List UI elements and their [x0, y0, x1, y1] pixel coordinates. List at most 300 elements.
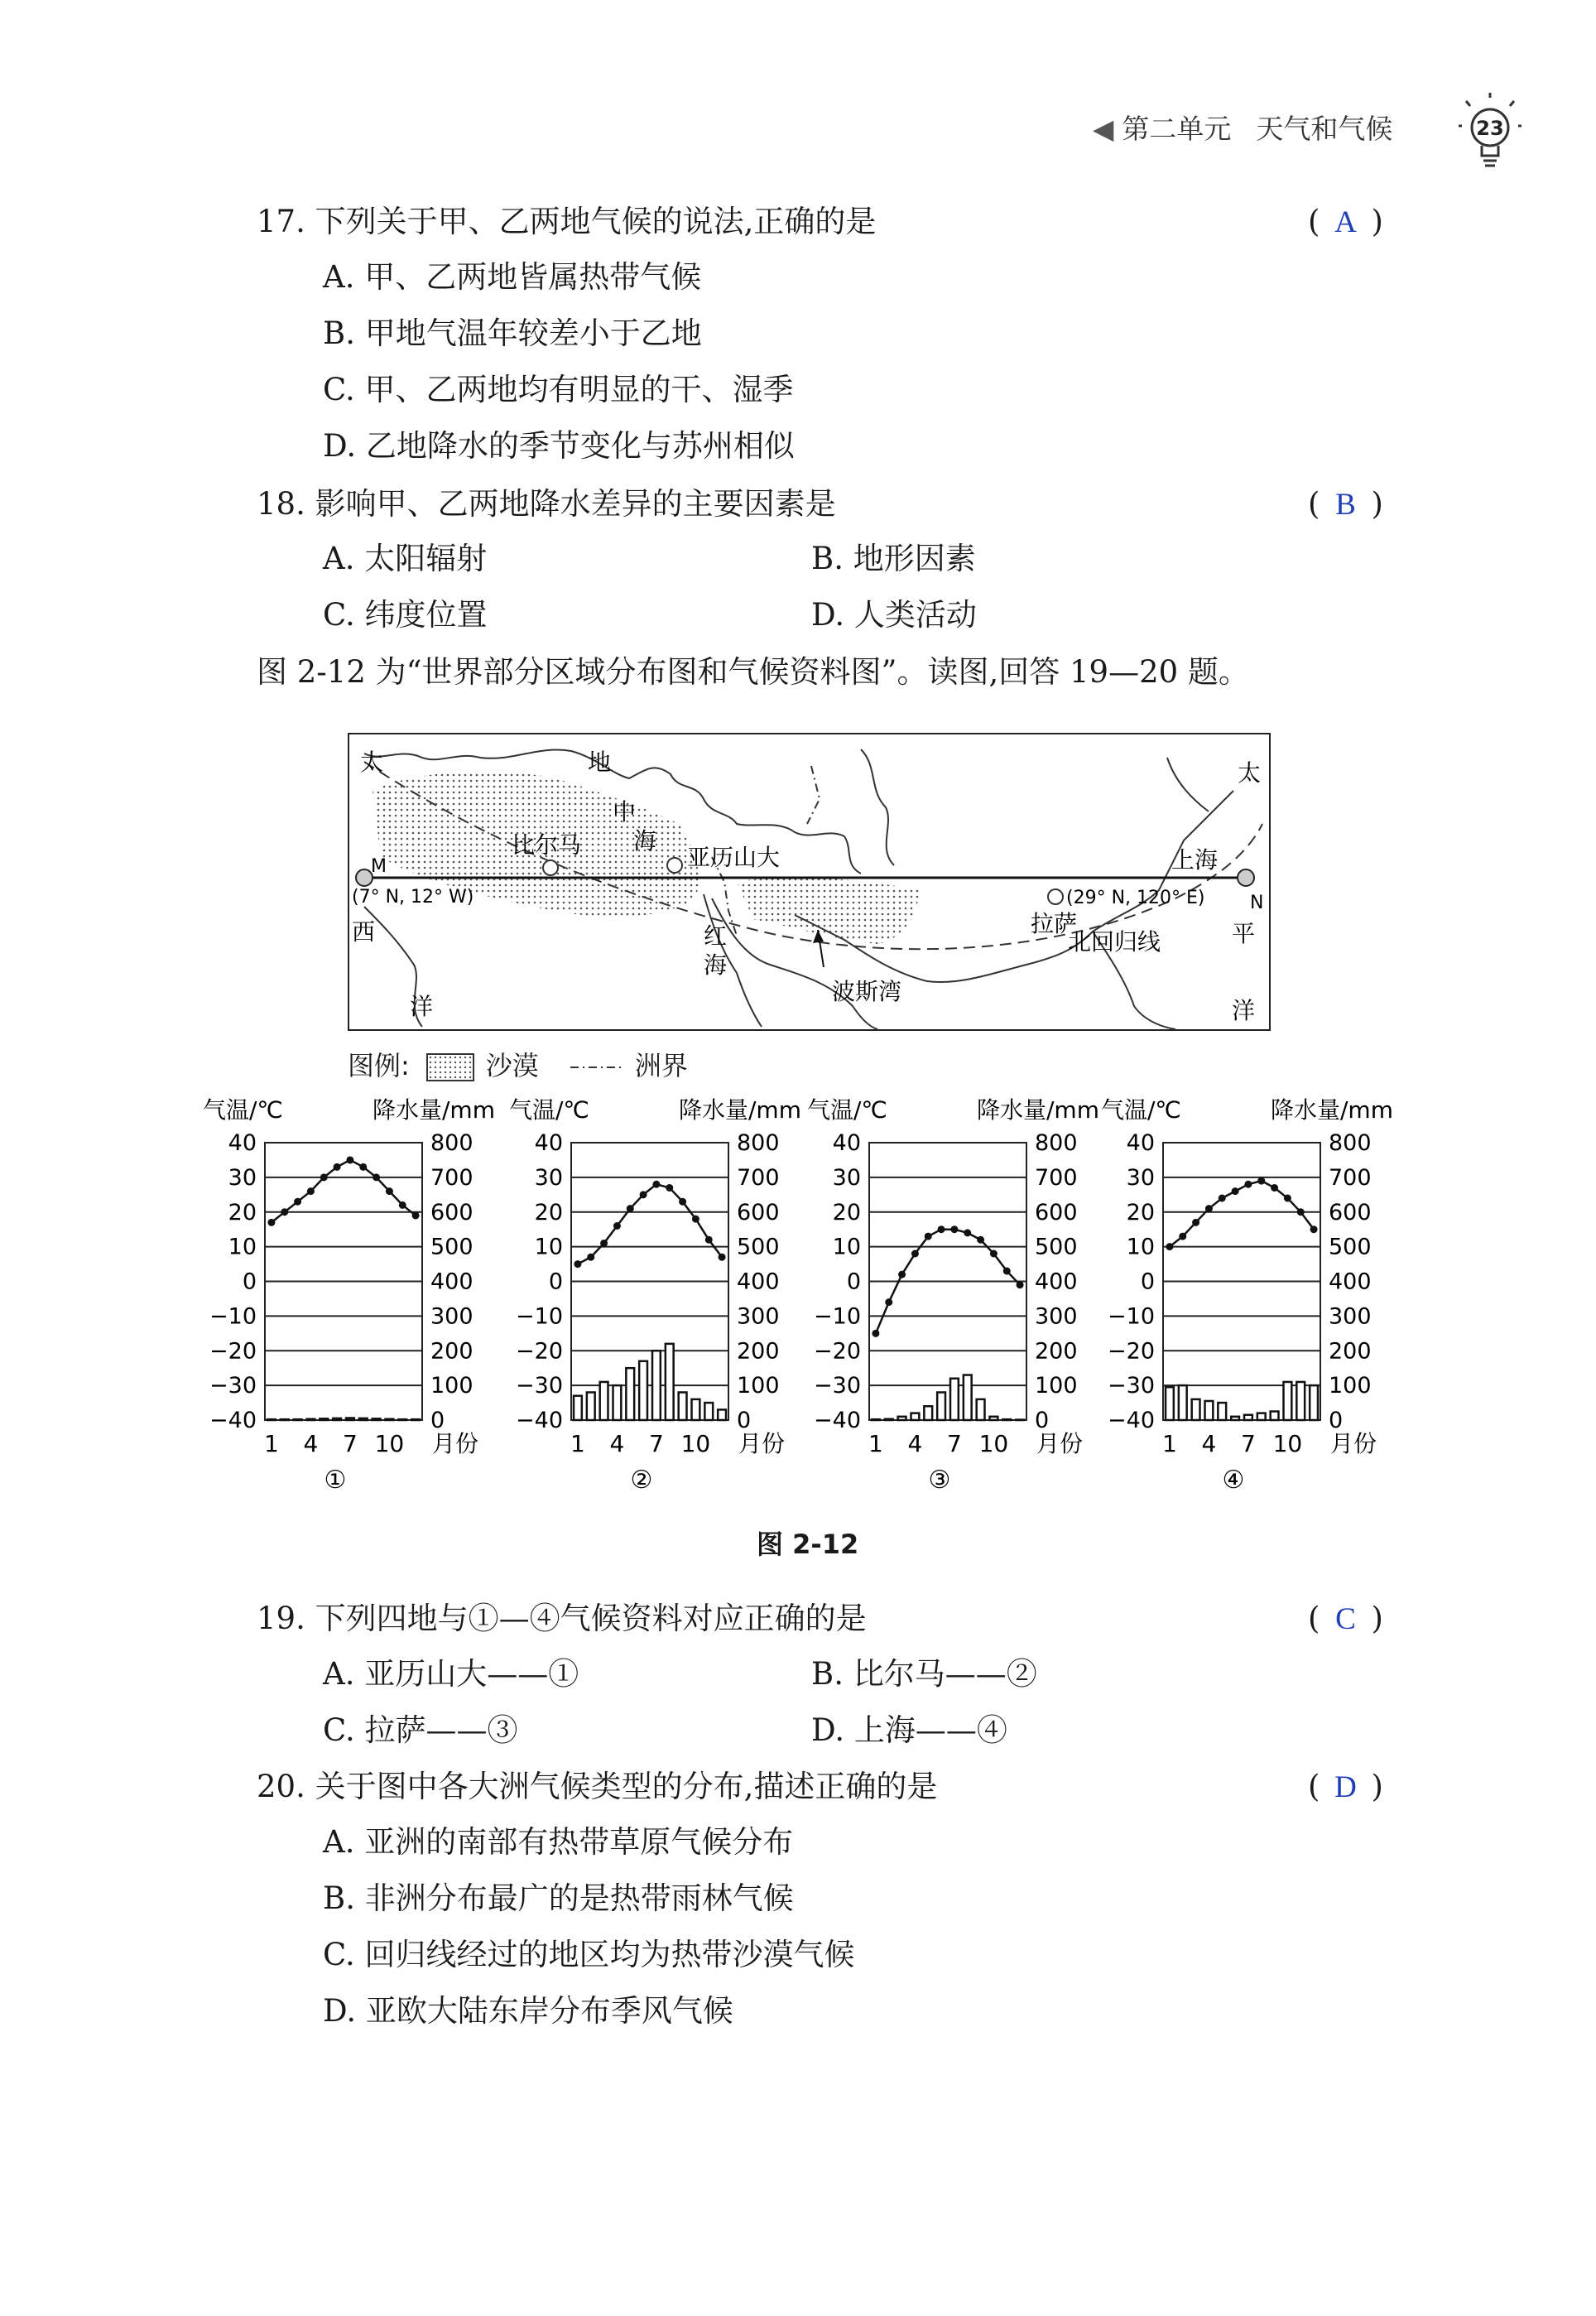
precip-tick-label: 600	[430, 1199, 474, 1225]
temperature-point	[1219, 1195, 1226, 1202]
month-tick-label: 10	[680, 1430, 711, 1457]
option-19-b	[811, 1654, 1037, 1695]
temp-tick-label: 0	[548, 1269, 563, 1295]
temp-tick-label: 20	[1126, 1199, 1155, 1225]
question-text: 下列关于甲、乙两地气候的说法,正确的是	[315, 204, 877, 239]
back-arrow-icon: ◀	[1093, 113, 1114, 145]
option-label: A.	[323, 541, 355, 576]
temp-tick-label: −30	[1108, 1373, 1155, 1399]
precip-tick-label: 700	[430, 1164, 474, 1191]
month-tick-label: 7	[1241, 1430, 1256, 1457]
precip-bar	[1257, 1413, 1266, 1420]
region-map	[348, 733, 1271, 1031]
figure-intro: 图 2-12 为“世界部分区域分布图和气候资料图”。读图,回答 19—20 题。	[257, 654, 1249, 690]
legend-desert: 沙漠	[485, 1050, 539, 1081]
option-label: D.	[811, 1712, 845, 1748]
desert-swatch	[426, 1053, 474, 1081]
precip-tick-label: 300	[1329, 1303, 1372, 1330]
label-tai-left: 太	[360, 749, 384, 776]
option-17-c	[323, 369, 794, 411]
lightbulb-icon	[1459, 93, 1521, 172]
label-alexandria: 亚历山大	[687, 844, 781, 871]
precip-bar	[1296, 1382, 1305, 1420]
temp-tick-label: −30	[516, 1373, 563, 1399]
option-text: 比尔马——②	[853, 1656, 1037, 1692]
temperature-point	[1310, 1225, 1318, 1233]
temperature-point	[574, 1260, 581, 1268]
temp-tick-label: −20	[516, 1338, 563, 1365]
temp-tick-label: −40	[516, 1408, 563, 1433]
temp-tick-label: −10	[1108, 1303, 1155, 1330]
precip-tick-label: 400	[1329, 1269, 1372, 1295]
label-m-coord: (7° N, 12° W)	[352, 887, 474, 908]
precip-tick-label: 600	[1329, 1199, 1372, 1225]
temp-tick-label: 10	[832, 1234, 861, 1260]
precip-bar	[898, 1417, 906, 1420]
temperature-point	[1257, 1177, 1265, 1185]
option-label: D.	[323, 428, 357, 464]
option-label: C.	[323, 597, 355, 633]
answer-letter: B	[1335, 488, 1356, 522]
answer-17: ( A )	[1308, 201, 1383, 243]
answer-letter: C	[1335, 1602, 1356, 1636]
precip-bar	[613, 1385, 622, 1420]
temperature-line	[272, 1160, 416, 1222]
alexandria-marker	[667, 858, 682, 873]
answer-19: ( C )	[1308, 1598, 1383, 1640]
option-18-c	[323, 595, 488, 636]
temperature-point	[679, 1198, 686, 1206]
precip-tick-label: 700	[1035, 1164, 1078, 1191]
label-tropic: 北回归线	[1068, 928, 1161, 956]
temperature-point	[359, 1163, 367, 1171]
option-text: 甲、乙两地皆属热带气候	[364, 259, 702, 295]
precip-tick-label: 300	[430, 1303, 474, 1330]
precip-tick-label: 100	[1035, 1373, 1078, 1399]
precip-bar	[1284, 1382, 1292, 1420]
temp-tick-label: 0	[242, 1269, 257, 1295]
precip-tick-label: 800	[430, 1130, 474, 1156]
option-20-a	[323, 1822, 793, 1863]
temp-tick-label: 20	[534, 1199, 563, 1225]
temperature-point	[627, 1205, 634, 1212]
question-17-stem	[257, 201, 876, 243]
temperature-point	[373, 1173, 380, 1181]
map-legend	[348, 1045, 688, 1083]
month-tick-label: 4	[907, 1430, 923, 1457]
precip-tick-label: 300	[737, 1303, 780, 1330]
option-text: 人类活动	[853, 597, 977, 633]
temperature-point	[334, 1163, 341, 1171]
precip-tick-label: 100	[737, 1373, 780, 1399]
precip-bar	[1002, 1419, 1011, 1420]
label-zhong: 中	[613, 798, 637, 826]
temperature-point	[1271, 1184, 1278, 1192]
temp-tick-label: −10	[516, 1303, 563, 1330]
month-tick-label: 7	[343, 1430, 358, 1457]
month-tick-label: 4	[609, 1430, 625, 1457]
precip-bar	[333, 1418, 341, 1420]
option-19-a	[323, 1654, 579, 1695]
legend-boundary: 洲界	[634, 1050, 688, 1081]
option-label: C.	[323, 372, 355, 407]
temp-tick-label: 20	[832, 1199, 861, 1225]
temperature-point	[705, 1236, 713, 1244]
temperature-point	[1205, 1205, 1213, 1212]
lhasa-marker	[1048, 889, 1063, 904]
temperature-point	[281, 1208, 288, 1216]
label-bierma: 比尔马	[512, 831, 582, 859]
precip-tick-label: 600	[1035, 1199, 1078, 1225]
chart-number: ③	[928, 1466, 951, 1495]
temp-tick-label: 0	[1140, 1269, 1155, 1295]
option-19-c	[323, 1710, 518, 1751]
label-yang-left: 洋	[410, 993, 434, 1020]
precip-bar	[267, 1419, 276, 1420]
precip-tick-label: 200	[1329, 1338, 1372, 1365]
label-m: M	[371, 856, 387, 877]
month-tick-label: 7	[947, 1430, 962, 1457]
precip-tick-label: 700	[737, 1164, 780, 1191]
precip-tick-label: 500	[430, 1234, 474, 1260]
label-shanghai: 上海	[1171, 846, 1219, 874]
precip-bar	[294, 1419, 302, 1420]
answer-20: ( D )	[1308, 1766, 1383, 1808]
precip-tick-label: 400	[1035, 1269, 1078, 1295]
label-lhasa: 拉萨	[1031, 910, 1078, 937]
temp-tick-label: 30	[534, 1164, 563, 1191]
precip-bar	[320, 1418, 328, 1420]
temp-tick-label: 40	[228, 1130, 257, 1156]
precip-tick-label: 200	[430, 1338, 474, 1365]
chapter-label: 第二单元	[1122, 113, 1232, 145]
temp-tick-label: −10	[209, 1303, 257, 1330]
temperature-point	[640, 1191, 647, 1198]
label-n-coord: (29° N, 120° E)	[1066, 888, 1205, 908]
precip-bar	[885, 1419, 893, 1420]
question-number: 19.	[257, 1601, 305, 1636]
option-label: C.	[323, 1712, 355, 1748]
temperature-point	[399, 1201, 406, 1209]
temp-axis-label: 气温/℃	[1101, 1096, 1181, 1124]
temp-tick-label: −20	[1108, 1338, 1155, 1365]
point-n	[1238, 869, 1254, 886]
option-19-d	[811, 1710, 1007, 1751]
precip-tick-label: 800	[1329, 1130, 1372, 1156]
precip-bar	[574, 1396, 582, 1420]
option-label: B.	[323, 315, 355, 351]
boundary-line-swatch	[569, 1059, 627, 1076]
option-label: B.	[323, 1880, 355, 1916]
option-text: 太阳辐射	[364, 541, 488, 576]
temperature-point	[600, 1240, 608, 1247]
precip-bar	[1179, 1385, 1187, 1420]
month-tick-label: 10	[1272, 1430, 1303, 1457]
question-number: 17.	[257, 204, 305, 239]
precip-bar	[346, 1418, 354, 1420]
temperature-point	[1244, 1181, 1252, 1188]
precip-tick-label: 200	[1035, 1338, 1078, 1365]
temperature-point	[1192, 1219, 1199, 1226]
temperature-point	[977, 1236, 984, 1244]
option-17-b	[323, 313, 702, 354]
precip-bar	[950, 1379, 959, 1420]
temperature-point	[1232, 1187, 1239, 1195]
temperature-point	[294, 1198, 301, 1206]
month-tick-label: 10	[374, 1430, 405, 1457]
temp-tick-label: 30	[832, 1164, 861, 1191]
precip-bar	[1310, 1385, 1318, 1420]
option-text: 地形因素	[853, 541, 976, 576]
figure-caption: 图 2-12	[757, 1529, 859, 1560]
precip-bar	[872, 1419, 880, 1420]
temp-tick-label: −10	[814, 1303, 861, 1330]
precip-bar	[990, 1417, 998, 1420]
month-tick-label: 1	[868, 1430, 883, 1457]
temperature-point	[1179, 1233, 1186, 1240]
precip-bar	[1205, 1401, 1214, 1420]
month-tick-label: 7	[649, 1430, 664, 1457]
option-18-d	[811, 595, 977, 636]
option-label: A.	[323, 1656, 355, 1692]
precip-bar	[1244, 1415, 1252, 1420]
precip-axis-label: 降水量/mm	[373, 1096, 495, 1124]
temp-tick-label: −30	[814, 1373, 861, 1399]
temperature-point	[990, 1250, 997, 1258]
climate-charts	[190, 1093, 1432, 1507]
precip-bar	[411, 1419, 420, 1420]
temp-tick-label: −30	[209, 1373, 257, 1399]
temperature-point	[1297, 1208, 1305, 1216]
month-tick-label: 10	[978, 1430, 1009, 1457]
precip-tick-label: 100	[430, 1373, 474, 1399]
temperature-point	[386, 1187, 393, 1195]
month-tick-label: 1	[570, 1430, 585, 1457]
label-hai: 海	[633, 827, 657, 855]
option-text: 亚历山大——①	[364, 1656, 579, 1692]
temp-tick-label: −40	[209, 1408, 257, 1433]
temp-tick-label: −40	[1108, 1408, 1155, 1433]
precip-bar	[692, 1399, 700, 1420]
temperature-point	[1166, 1243, 1173, 1250]
chart-number: ④	[1222, 1466, 1245, 1495]
precip-bar	[626, 1368, 634, 1420]
option-label: B.	[811, 541, 844, 576]
precip-bar	[911, 1413, 920, 1420]
x-axis-label: 月份	[1330, 1430, 1377, 1457]
option-text: 纬度位置	[364, 597, 488, 633]
option-label: D.	[811, 597, 845, 633]
temperature-point	[1017, 1281, 1024, 1288]
temp-tick-label: 40	[1126, 1130, 1155, 1156]
option-text: 亚欧大陆东岸分布季风气候	[365, 1993, 733, 2029]
temperature-point	[950, 1225, 958, 1233]
answer-18: ( B )	[1308, 484, 1383, 526]
temperature-point	[1003, 1267, 1011, 1274]
temp-tick-label: 20	[228, 1199, 257, 1225]
legend-title: 图例:	[348, 1050, 410, 1081]
precip-bar	[964, 1375, 972, 1420]
label-hong: 红	[704, 922, 728, 950]
temperature-point	[666, 1184, 673, 1192]
page-number: 23	[1476, 117, 1504, 140]
temperature-point	[307, 1187, 315, 1195]
x-axis-label: 月份	[1036, 1430, 1084, 1457]
question-text: 影响甲、乙两地降水差异的主要因素是	[315, 486, 836, 522]
precip-bar	[924, 1406, 932, 1420]
option-label: B.	[811, 1656, 844, 1692]
temp-tick-label: 30	[228, 1164, 257, 1191]
temperature-line	[1170, 1181, 1314, 1247]
precip-tick-label: 0	[737, 1408, 752, 1433]
temp-tick-label: 0	[846, 1269, 861, 1295]
question-20-stem	[257, 1766, 937, 1808]
bierma-marker	[543, 860, 558, 875]
temperature-point	[885, 1298, 892, 1306]
option-text: 甲地气温年较差小于乙地	[364, 315, 702, 351]
temperature-point	[898, 1271, 906, 1278]
option-label: A.	[323, 259, 355, 295]
label-n: N	[1250, 893, 1264, 913]
precip-tick-label: 100	[1329, 1373, 1372, 1399]
question-text: 下列四地与①—④气候资料对应正确的是	[315, 1601, 867, 1636]
precip-bar	[359, 1418, 368, 1420]
temperature-point	[320, 1173, 328, 1181]
label-tai-right: 太	[1238, 759, 1262, 787]
option-text: 拉萨——③	[364, 1712, 518, 1748]
precip-tick-label: 500	[1329, 1234, 1372, 1260]
option-17-a	[323, 257, 701, 298]
chapter-title: 天气和气候	[1256, 113, 1393, 145]
temperature-point	[267, 1219, 275, 1226]
precip-bar	[587, 1393, 595, 1421]
precip-tick-label: 500	[1035, 1234, 1078, 1260]
option-text: 上海——④	[853, 1712, 1007, 1748]
temp-tick-label: −40	[814, 1408, 861, 1433]
option-18-b	[811, 538, 976, 580]
precip-tick-label: 400	[737, 1269, 780, 1295]
temperature-point	[925, 1233, 932, 1240]
point-m	[356, 869, 373, 886]
precip-bar	[1271, 1412, 1279, 1420]
precip-bar	[373, 1418, 381, 1420]
temperature-point	[911, 1250, 919, 1258]
precip-tick-label: 400	[430, 1269, 474, 1295]
temperature-point	[692, 1216, 699, 1223]
precip-bar	[666, 1344, 674, 1420]
precip-tick-label: 300	[1035, 1303, 1078, 1330]
precip-bar	[1231, 1417, 1239, 1420]
label-ping: 平	[1232, 920, 1256, 947]
option-18-a	[323, 538, 487, 580]
precip-tick-label: 500	[737, 1234, 780, 1260]
temp-tick-label: 10	[534, 1234, 563, 1260]
temperature-point	[872, 1330, 879, 1337]
precip-bar	[704, 1403, 713, 1420]
option-20-c	[323, 1934, 855, 1976]
option-20-b	[323, 1878, 794, 1919]
question-18-stem	[257, 484, 836, 525]
temperature-point	[652, 1181, 660, 1188]
option-label: D.	[323, 1993, 357, 2029]
precip-bar	[386, 1419, 394, 1420]
temperature-point	[964, 1229, 971, 1236]
option-label: A.	[323, 1824, 355, 1860]
temp-tick-label: 40	[832, 1130, 861, 1156]
precip-axis-label: 降水量/mm	[977, 1096, 1099, 1124]
temp-tick-label: 40	[534, 1130, 563, 1156]
question-number: 18.	[257, 486, 305, 522]
precip-bar	[281, 1419, 289, 1420]
temp-tick-label: −20	[814, 1338, 861, 1365]
chart-number: ①	[324, 1466, 347, 1495]
question-text: 关于图中各大洲气候类型的分布,描述正确的是	[315, 1769, 938, 1804]
precip-tick-label: 0	[430, 1408, 445, 1433]
label-di: 地	[588, 749, 612, 776]
label-persian-gulf: 波斯湾	[832, 978, 902, 1005]
temperature-point	[719, 1254, 726, 1261]
temperature-point	[938, 1225, 945, 1233]
month-tick-label: 4	[303, 1430, 319, 1457]
label-hong-hai: 海	[704, 951, 728, 979]
option-text: 甲、乙两地均有明显的干、湿季	[364, 372, 794, 407]
month-tick-label: 1	[264, 1430, 279, 1457]
question-number: 20.	[257, 1769, 305, 1804]
temperature-point	[1284, 1195, 1291, 1202]
month-tick-label: 1	[1162, 1430, 1177, 1457]
option-text: 乙地降水的季节变化与苏州相似	[365, 428, 795, 464]
precip-bar	[1166, 1387, 1174, 1420]
precip-tick-label: 700	[1329, 1164, 1372, 1191]
answer-letter: A	[1334, 205, 1357, 239]
precip-axis-label: 降水量/mm	[1271, 1096, 1393, 1124]
precip-tick-label: 200	[737, 1338, 780, 1365]
temp-axis-label: 气温/℃	[203, 1096, 283, 1124]
precip-bar	[1192, 1399, 1200, 1420]
temperature-point	[613, 1222, 621, 1230]
temperature-point	[412, 1211, 420, 1219]
label-xi: 西	[352, 918, 376, 946]
running-header	[1093, 108, 1392, 147]
x-axis-label: 月份	[738, 1430, 786, 1457]
temp-tick-label: 30	[1126, 1164, 1155, 1191]
temp-tick-label: 10	[228, 1234, 257, 1260]
precip-axis-label: 降水量/mm	[679, 1096, 801, 1124]
temperature-line	[578, 1184, 722, 1264]
precip-bar	[679, 1393, 687, 1421]
chart-number: ②	[630, 1466, 653, 1495]
temp-tick-label: −20	[209, 1338, 257, 1365]
answer-letter: D	[1334, 1770, 1357, 1804]
option-17-d	[323, 426, 795, 467]
precip-bar	[639, 1361, 647, 1420]
month-tick-label: 4	[1201, 1430, 1217, 1457]
precip-tick-label: 0	[1329, 1408, 1344, 1433]
option-text: 亚洲的南部有热带草原气候分布	[364, 1824, 794, 1860]
precip-bar	[398, 1419, 406, 1420]
precip-bar	[937, 1393, 945, 1421]
temperature-point	[587, 1254, 594, 1261]
option-text: 回归线经过的地区均为热带沙漠气候	[364, 1937, 855, 1972]
temp-axis-label: 气温/℃	[807, 1096, 887, 1124]
precip-bar	[1218, 1403, 1226, 1420]
temp-tick-label: 10	[1126, 1234, 1155, 1260]
label-yang-right: 洋	[1232, 997, 1256, 1024]
precip-bar	[600, 1382, 608, 1420]
option-label: C.	[323, 1937, 355, 1972]
temp-axis-label: 气温/℃	[509, 1096, 589, 1124]
precip-bar	[652, 1351, 661, 1420]
